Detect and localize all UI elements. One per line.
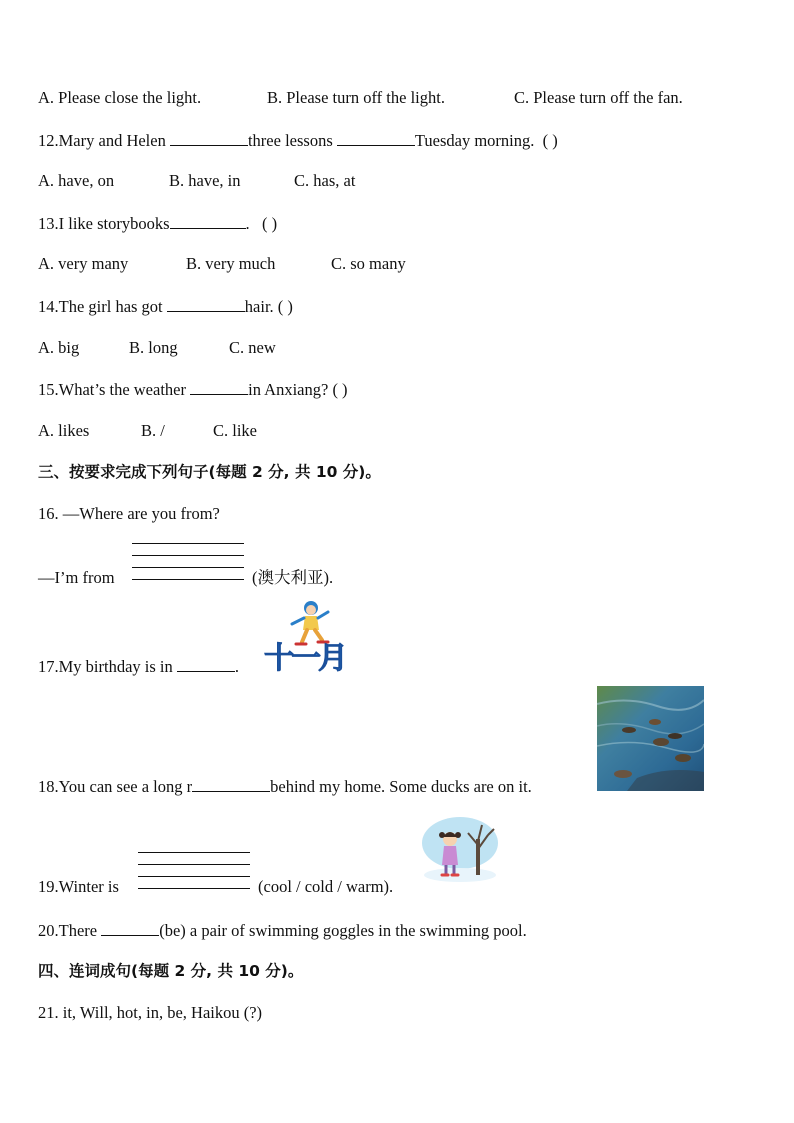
q14-option-a: A. big (38, 338, 80, 357)
writing-rule (132, 543, 244, 544)
duck-icon (653, 738, 669, 746)
question-number: 14. (38, 297, 59, 316)
question-number: 13. (38, 214, 59, 233)
q13-option-c: C. so many (331, 254, 406, 273)
question-12 (38, 130, 558, 151)
question-14 (38, 296, 293, 317)
question-16 (38, 504, 220, 524)
november-label: 十一月 (264, 641, 345, 672)
question-number: 20. (38, 921, 59, 940)
question-text: behind my home. Some ducks are on it. (270, 777, 532, 796)
question-20 (38, 920, 527, 941)
writing-rule (138, 864, 250, 865)
answer-paren: ( ) (542, 131, 558, 150)
question-text: I like storybooks (58, 214, 170, 233)
question-16-answer-line (38, 568, 115, 588)
duck-icon (675, 754, 691, 762)
question-text: Winter is (58, 877, 119, 896)
question-text: . (234, 657, 239, 676)
answer-blank[interactable] (170, 130, 248, 146)
question-text: (be) a pair of swimming goggles in the swimming pool. (159, 921, 527, 940)
word-choices: (cool / cold / warm). (258, 877, 394, 896)
answer-writing-line[interactable] (138, 888, 250, 889)
duck-icon (614, 770, 632, 778)
question-text: There (58, 921, 102, 940)
answer-blank[interactable] (170, 213, 246, 229)
question-text: Mary and Helen (58, 131, 170, 150)
river-ducks-photo (597, 686, 704, 791)
question-text: What’s the weather (58, 380, 191, 399)
question-text: Tuesday morning. (414, 131, 535, 150)
answer-paren: ( ) (332, 380, 348, 399)
answer-blank[interactable] (101, 920, 159, 936)
q14-option-c: C. new (229, 338, 276, 357)
question-number: 12. (38, 131, 59, 150)
question-number: 18. (38, 777, 59, 796)
answer-blank[interactable] (177, 656, 235, 672)
question-text: My birthday is in (58, 657, 177, 676)
q11-option-b: B. Please turn off the light. (267, 88, 445, 107)
chinese-hint: (澳大利亚). (252, 568, 334, 587)
question-text: —Where are you from? (62, 504, 220, 523)
writing-rule (132, 555, 244, 556)
q11-option-c: C. Please turn off the fan. (514, 88, 683, 107)
q12-option-b: B. have, in (169, 171, 241, 190)
q12-option-c: C. has, at (294, 171, 356, 190)
answer-paren: ( ) (277, 297, 293, 316)
question-text: . (245, 214, 250, 233)
question-text: it, Will, hot, in, be, Haikou (?) (62, 1003, 263, 1022)
question-text: hair. (244, 297, 274, 316)
duck-icon (649, 719, 661, 725)
question-number: 17. (38, 657, 59, 676)
question-text: The girl has got (58, 297, 167, 316)
question-number: 19. (38, 877, 59, 896)
writing-rule (138, 852, 250, 853)
question-number: 15. (38, 380, 59, 399)
question-21 (38, 1003, 262, 1023)
duck-icon (622, 727, 636, 733)
q13-option-b: B. very much (186, 254, 276, 273)
question-number: 16. (38, 504, 59, 523)
answer-blank[interactable] (337, 130, 415, 146)
q15-option-a: A. likes (38, 421, 90, 440)
answer-blank[interactable] (190, 379, 248, 395)
q13-option-a: A. very many (38, 254, 129, 273)
answer-writing-line[interactable] (132, 579, 244, 580)
winter-girl-picture (420, 815, 500, 883)
q15-option-c: C. like (213, 421, 257, 440)
question-17 (38, 656, 239, 677)
writing-rule (132, 567, 244, 568)
question-text: You can see a long r (58, 777, 193, 796)
q12-option-a: A. have, on (38, 171, 115, 190)
question-15 (38, 379, 348, 400)
question-text: in Anxiang? (248, 380, 329, 399)
section-3-heading: 三、按要求完成下列句子(每题 2 分, 共 10 分)。 (38, 463, 381, 481)
question-18 (38, 776, 532, 797)
duck-icon (668, 733, 682, 739)
answer-blank[interactable] (167, 296, 245, 312)
q15-option-b: B. / (141, 421, 165, 440)
question-19 (38, 877, 119, 897)
q14-option-b: B. long (129, 338, 178, 357)
question-text: three lessons (247, 131, 337, 150)
question-number: 21. (38, 1003, 59, 1022)
answer-blank[interactable] (192, 776, 270, 792)
november-picture (262, 598, 358, 672)
writing-rule (138, 876, 250, 877)
q11-option-a: A. Please close the light. (38, 88, 202, 107)
question-13 (38, 213, 277, 234)
section-4-heading: 四、连词成句(每题 2 分, 共 10 分)。 (38, 962, 304, 980)
question-text: —I’m from (38, 568, 115, 587)
answer-paren: ( ) (262, 214, 278, 233)
